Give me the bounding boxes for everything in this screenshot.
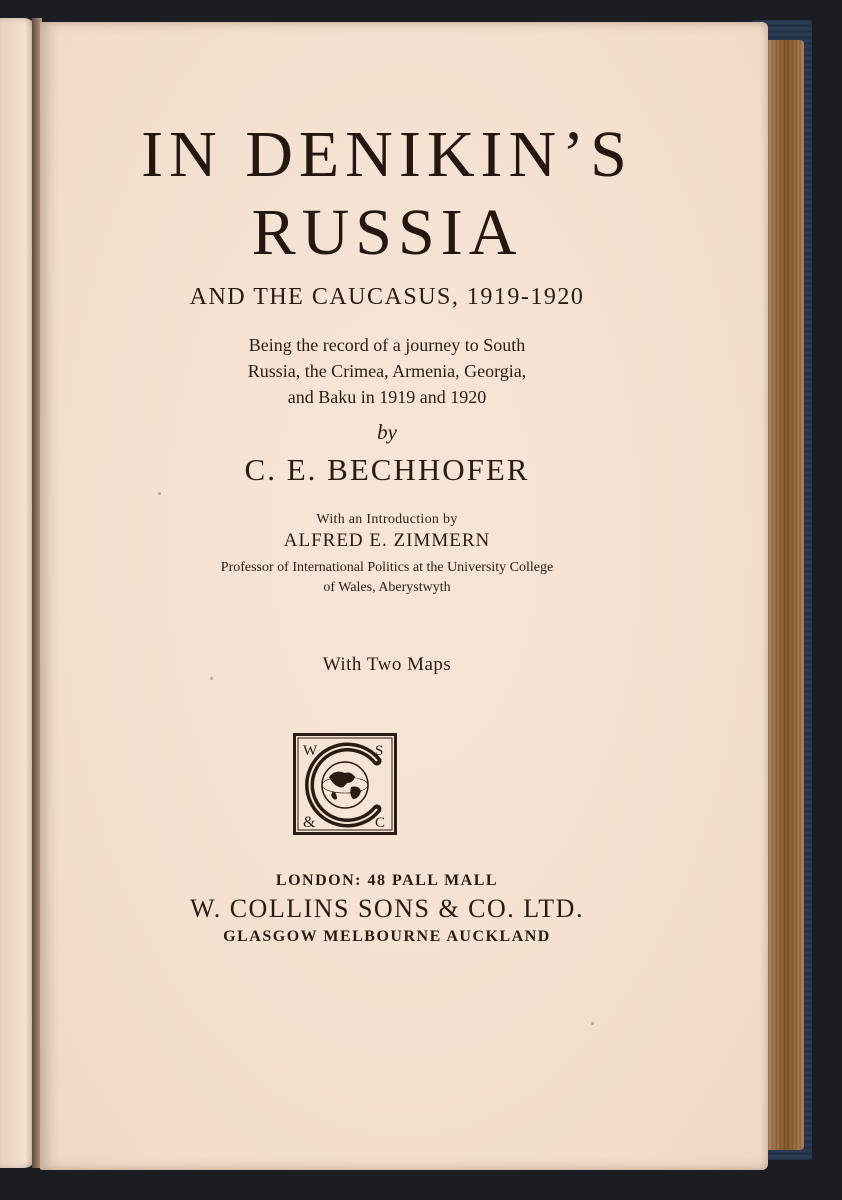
introducer-name: ALFRED E. ZIMMERN bbox=[283, 530, 491, 551]
introducer-credentials bbox=[40, 558, 734, 598]
title-line-1: IN DENIKIN’S bbox=[141, 118, 633, 191]
description-line: Russia, the Crimea, Armenia, Georgia, bbox=[247, 361, 527, 381]
description-line: Being the record of a journey to South bbox=[248, 335, 526, 355]
by-line: by bbox=[377, 420, 397, 444]
left-page-edge bbox=[0, 18, 36, 1168]
paper-speck bbox=[591, 1022, 594, 1025]
device-letter: & bbox=[303, 814, 316, 831]
device-letter: S bbox=[375, 743, 384, 759]
maps-note: With Two Maps bbox=[322, 654, 452, 675]
credentials-line: Professor of International Politics at the University College bbox=[220, 560, 554, 575]
paper-speck bbox=[210, 677, 213, 680]
subtitle: AND THE CAUCASUS, 1919-1920 bbox=[189, 284, 585, 310]
device-letter: C bbox=[375, 815, 386, 831]
imprint-publisher: W. COLLINS SONS & CO. LTD. bbox=[190, 894, 584, 923]
paper-speck bbox=[158, 492, 161, 495]
title-line-2: RUSSIA bbox=[251, 196, 523, 269]
imprint-address: LONDON: 48 PALL MALL bbox=[275, 872, 499, 889]
credentials-line: of Wales, Aberystwyth bbox=[323, 580, 451, 595]
title-page bbox=[40, 22, 768, 1170]
imprint-cities: GLASGOW MELBOURNE AUCKLAND bbox=[223, 928, 551, 945]
globe-monogram-icon bbox=[293, 733, 397, 835]
author-name: C. E. BECHHOFER bbox=[244, 452, 530, 487]
device-letter: W bbox=[303, 743, 318, 759]
description bbox=[40, 332, 734, 410]
introduction-note: With an Introduction by bbox=[316, 512, 458, 527]
description-line: and Baku in 1919 and 1920 bbox=[287, 387, 487, 407]
